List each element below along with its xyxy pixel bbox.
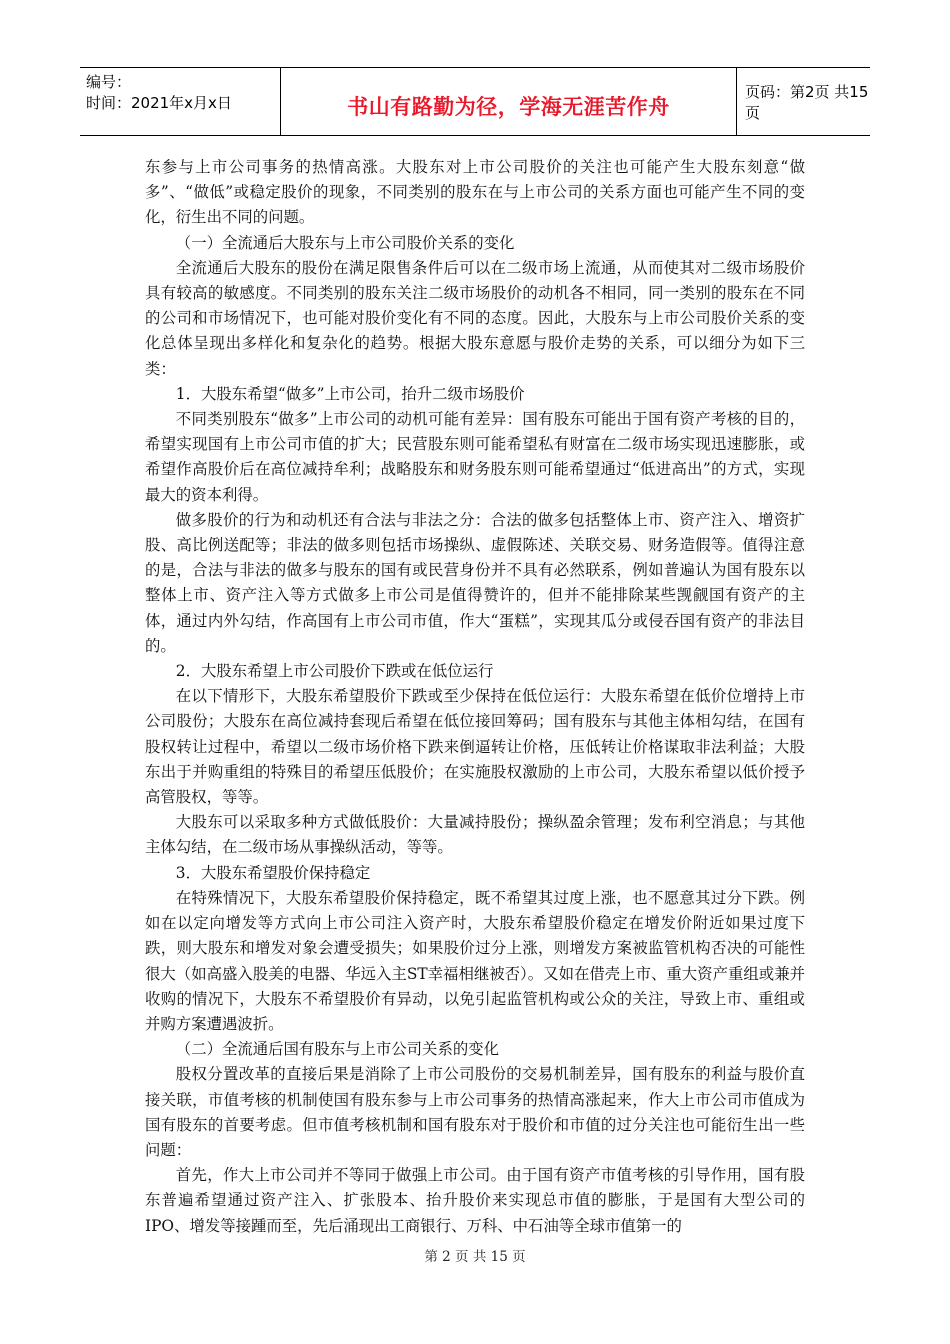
document-body bbox=[145, 155, 805, 1239]
document-date: 时间：2021年x月x日 bbox=[86, 94, 232, 112]
page-footer: 第 2 页 共 15 页 bbox=[424, 1249, 526, 1265]
subsection-heading: 1．大股东希望“做多”上市公司，抬升二级市场股价 bbox=[175, 384, 525, 403]
header-motto: 书山有路勤为径，学海无涯苦作舟 bbox=[281, 68, 737, 135]
paragraph: 在特殊情况下，大股东希望股价保持稳定，既不希望其过度上涨，也不愿意其过分下跌。例如在以定向增发等方式向上市公司注入资产时，大股东希望股价稳定在增发价附近如果过度下跌，则大股东和增发对象会遭受损失；如果股价过分上涨，则增发方案被监管机构否决的可能性很大（如高盛入股美的电器、华远入主ST幸福相继被否）。又如在借壳上市、重大资产重组或兼并收购的情况下，大股东不希望股价有异动，以免引起监管机构或公众的关注，导致上市、重组或并购方案遭遇波折。 bbox=[145, 888, 805, 1033]
document-header bbox=[80, 67, 870, 136]
paragraph: 大股东可以采取多种方式做低股价：大量减持股份；操纵盈余管理；发布利空消息；与其他主体勾结，在二级市场从事操纵活动，等等。 bbox=[145, 813, 805, 857]
header-meta bbox=[80, 68, 281, 135]
paragraph: 在以下情形下，大股东希望股价下跌或至少保持在低位运行：大股东希望在低价位增持上市公司股份；大股东在高位减持套现后希望在低位接回筹码；国有股东与其他主体相勾结，在国有股权转让过程中，希望以二级市场价格下跌来倒逼转让价格，压低转让价格谋取非法利益；大股东出于并购重组的特殊目的希望压低股价；在实施股权激励的上市公司，大股东希望以低价授予高管股权，等等。 bbox=[145, 687, 805, 807]
paragraph: 首先，作大上市公司并不等同于做强上市公司。由于国有资产市值考核的引导作用，国有股东普遍希望通过资产注入、扩张股本、抬升股价来实现总市值的膨胀，于是国有大型公司的IPO、增发等接踵而至，先后涌现出工商银行、万科、中石油等全球市值第一的 bbox=[145, 1166, 805, 1235]
paragraph: 不同类别股东“做多”上市公司的动机可能有差异：国有股东可能出于国有资产考核的目的，希望实现国有上市公司市值的扩大；民营股东则可能希望私有财富在二级市场实现迅速膨胀，或希望作高股价后在高位减持牟利；战略股东和财务股东则可能希望通过“低进高出”的方式，实现最大的资本利得。 bbox=[145, 410, 805, 504]
header-page-info: 页码：第2页 共15页 bbox=[745, 82, 869, 122]
subsection-heading: 3．大股东希望股价保持稳定 bbox=[175, 863, 371, 882]
document-number: 编号： bbox=[86, 73, 132, 91]
paragraph: 全流通后大股东的股份在满足限售条件后可以在二级市场上流通，从而使其对二级市场股价具有较高的敏感度。不同类别的股东关注二级市场股价的动机各不相同，同一类别的股东在不同的公司和市场情况下，也可能对股价变化有不同的态度。因此，大股东与上市公司股价关系的变化总体呈现出多样化和复杂化的趋势。根据大股东意愿与股价走势的关系，可以细分为如下三类： bbox=[145, 258, 805, 378]
paragraph: 做多股价的行为和动机还有合法与非法之分：合法的做多包括整体上市、资产注入、增资扩股、高比例送配等；非法的做多则包括市场操纵、虚假陈述、关联交易、财务造假等。值得注意的是，合法与非法的做多与股东的国有或民营身份并不具有必然联系，例如普遍认为国有股东以整体上市、资产注入等方式做多上市公司是值得赞许的，但并不能排除某些觊觎国有资产的主体，通过内外勾结，作高国有上市公司市值，作大“蛋糕”，实现其瓜分或侵吞国有资产的非法目的。 bbox=[145, 510, 805, 655]
section-heading: （一）全流通后大股东与上市公司股价关系的变化 bbox=[175, 233, 515, 252]
subsection-heading: 2．大股东希望上市公司股价下跌或在低位运行 bbox=[175, 662, 494, 681]
paragraph: 东参与上市公司事务的热情高涨。大股东对上市公司股价的关注也可能产生大股东刻意“做多”、“做低”或稳定股价的现象，不同类别的股东在与上市公司的关系方面也可能产生不同的变化，衍生出不同的问题。 bbox=[145, 158, 805, 227]
section-heading: （二）全流通后国有股东与上市公司关系的变化 bbox=[175, 1040, 500, 1059]
paragraph: 股权分置改革的直接后果是消除了上市公司股份的交易机制差异，国有股东的利益与股价直接关联，市值考核的机制使国有股东参与上市公司事务的热情高涨起来，作大上市公司市值成为国有股东的首要考虑。但市值考核机制和国有股东对于股价和市值的过分关注也可能衍生出一些问题： bbox=[145, 1065, 805, 1159]
